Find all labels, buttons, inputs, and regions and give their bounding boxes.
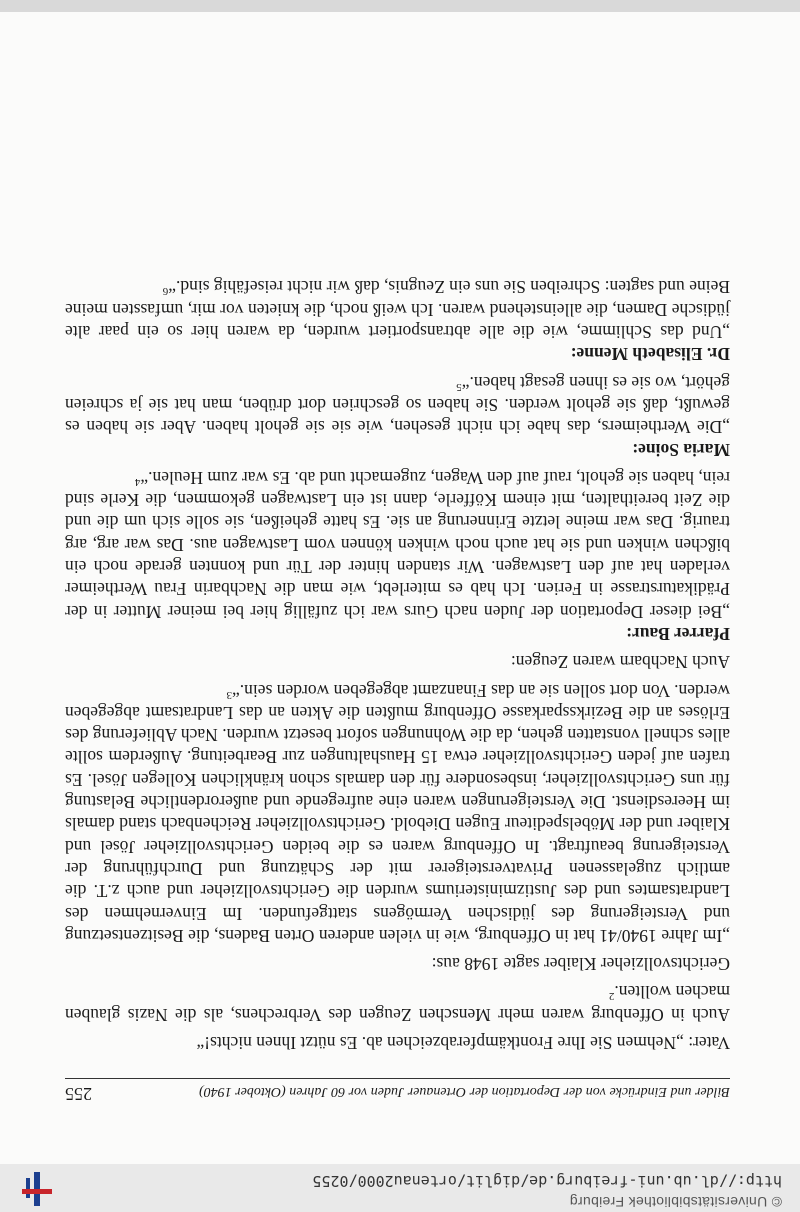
page-body — [65, 276, 730, 1054]
page-url[interactable]: http://dl.ub.uni-freiburg.de/diglit/ortenau2000/0255 — [312, 1172, 782, 1190]
university-logo-icon — [18, 1172, 56, 1206]
speaker-heading — [65, 438, 730, 460]
paragraph-text: Maria Soine: — [632, 439, 730, 460]
scanned-page — [0, 12, 800, 1164]
body-paragraph — [65, 276, 730, 343]
body-paragraph — [65, 371, 730, 438]
running-head — [65, 1078, 730, 1104]
paragraph-text: Auch Nachbarn waren Zeugen: — [510, 652, 730, 673]
body-paragraph — [65, 981, 730, 1026]
footnote-marker: 4 — [134, 475, 141, 488]
paragraph-text: „Bei dieser Deportation der Juden nach Gurs war ich zufällig hier bei meiner Mutter in der Prädikaturstrasse in Ferien. Ich hab es miterlebt, wie man die Nachbarin Frau Wertheimer verladen hat auf den Lastwagen. Wir standen hinter der Tür und konnten gerade noch ein bißchen winken und sie hat auch noch winken können vom Lastwagen aus. Das war arg, arg traurig. Das war meine letzte Erinnerung an sie. Es hatte geheißen, sie solle sich um die und die Zeit bereithalten, mit einem Köfferle, dann ist ein Lastwagen gekommen, die Kerle sind rein, haben sie geholt, rauf auf den Wagen, zugemacht und ab. Es war zum Heulen.“ — [65, 467, 730, 622]
paragraph-text: „Und das Schlimme, wie die alle abtransportiert wurden, da waren hier so ein paar alte jüdische Damen, die alleinstehend waren. Ich weiß noch, die knieten vor mir, umfassten meine Beine und sagten: Schreiben Sie uns ein Zeugnis, daß wir nicht reisefähig sind.“ — [65, 277, 730, 343]
paragraph-text: Auch in Offenburg waren mehr Menschen Zeugen des Verbrechens, als die Nazis glauben machen wollten. — [65, 982, 730, 1025]
body-paragraph — [65, 651, 730, 673]
footnote-marker: 6 — [162, 285, 169, 298]
viewer-footer-bar — [0, 0, 800, 12]
body-paragraph — [65, 953, 730, 975]
paragraph-text: Pfarrer Baur: — [626, 623, 730, 644]
footnote-marker: 5 — [456, 380, 462, 393]
speaker-heading — [65, 343, 730, 365]
paragraph-text: Dr. Elisabeth Menne: — [570, 344, 730, 365]
body-paragraph — [65, 679, 730, 947]
page-number: 255 — [65, 1084, 92, 1104]
body-paragraph — [65, 1032, 730, 1054]
paragraph-text: „Im Jahre 1940/41 hat in Offenburg, wie in vielen anderen Orten Badens, die Besitzentsetzung und Versteigerung des jüdischen Vermögens stattgefunden. Im Einvernehmen des Landratsamtes und des Justizministeriums wurden die Gerichtsvollzieher und auch z.T. die amtlich zugelassenen Privatversteigerer mit der Schätzung und Durchführung der Versteigerung beauftragt. In Offenburg waren es die beiden Gerichtsvollzieher Jösel und Klaiber und der Möbelspediteur Eugen Diebold. Gerichtsvollzieher Reichenbach stand damals im Heeresdienst. Die Versteigerungen waren eine aufregende und außerordentliche Belastung für uns Gerichtsvollzieher, insbesondere für den damals schon kränklichen Kollegen Jösel. Es trafen auf jeden Gerichtsvollzieher etwa 15 Haushaltungen zur Bearbeitung. Außerdem sollte alles schnell vonstatten gehen, da die Wohnungen sofort besetzt wurden. Nach Ablieferung des Erlöses an die Bezirkssparkasse Offenburg mußten die Akten an das Landratsamt abgegeben werden. Von dort sollen sie an das Finanzamt abgegeben worden sein.“ — [65, 680, 730, 946]
paragraph-text: „Die Wertheimers, das habe ich nicht gesehen, wie sie sie geholt haben. Aber sie haben es gewußt, daß sie geholt werden. Sie haben so geschrien dort drüben, man hat sie ja schreien gehört, wo sie es ihnen gesagt haben.“ — [65, 372, 730, 438]
running-head-title: Bilder und Eindrücke von der Deportation der Ortenauer Juden vor 60 Jahren (Oktober 1940) — [199, 1084, 730, 1099]
footnote-marker: 2 — [608, 990, 615, 1003]
body-paragraph — [65, 467, 730, 623]
viewer-header — [0, 1163, 800, 1212]
paragraph-text: Gerichtsvollzieher Klaiber sagte 1948 aus: — [431, 954, 730, 975]
footnote-marker: 3 — [226, 688, 233, 701]
copyright-label: © Universitätsbibliothek Freiburg — [569, 1194, 782, 1210]
speaker-heading — [65, 623, 730, 645]
paragraph-text: Vater: „Nehmen Sie Ihre Frontkämpferabzeichen ab. Es nützt Ihnen nichts!“ — [196, 1033, 730, 1053]
